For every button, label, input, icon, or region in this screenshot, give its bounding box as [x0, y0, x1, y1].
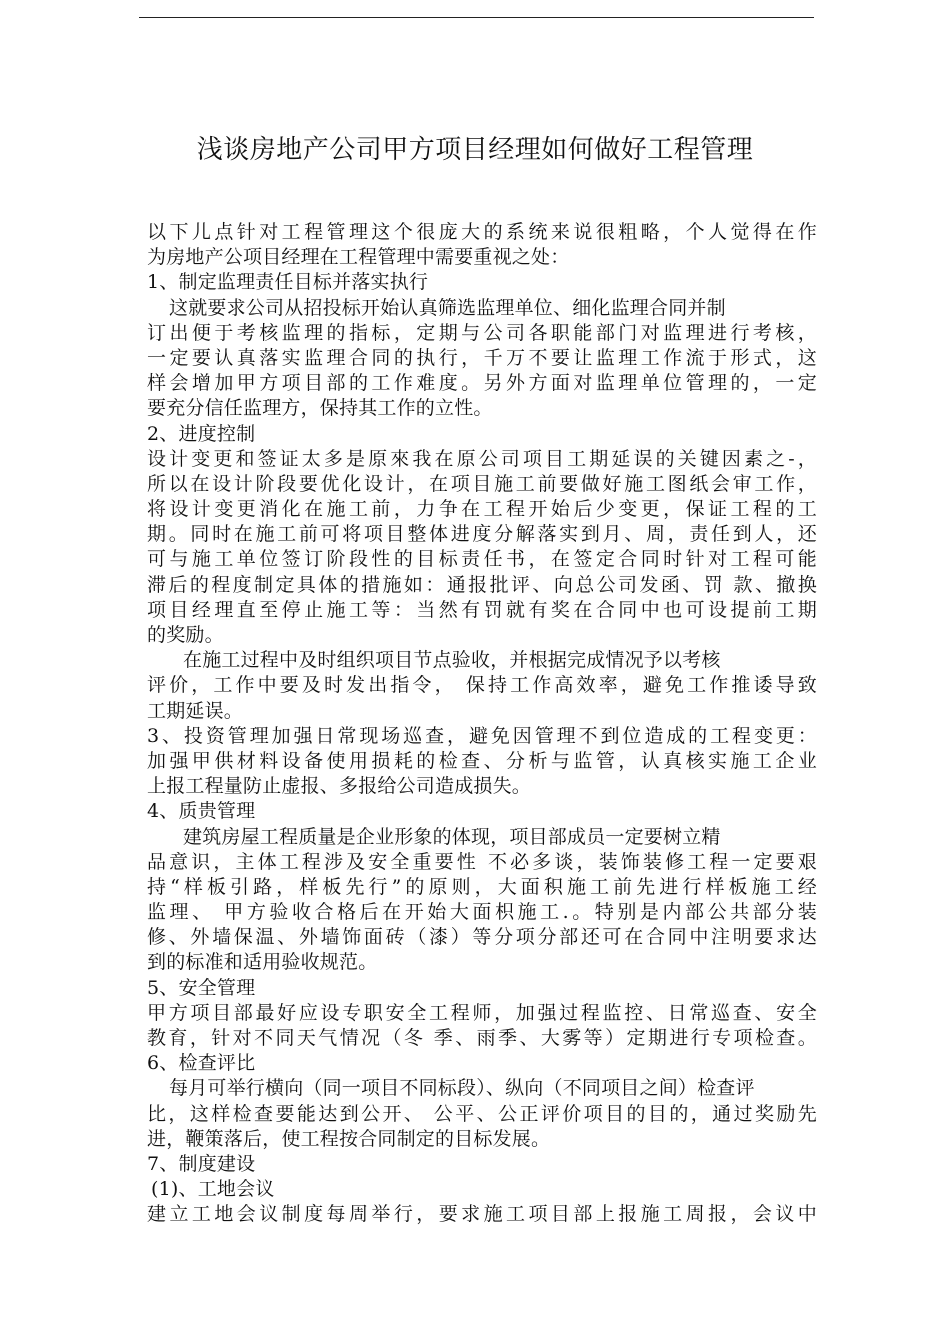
body-line: 比，这样检查要能达到公开、 公平、公正评价项目的目的，通过奖励先: [147, 1102, 817, 1125]
body-line: 进，鞭策落后，使工程按合同制定的目标发展。: [147, 1127, 551, 1150]
body-line: 甲方项目部最好应设专职安全工程师，加强过程监控、日常巡查、安全: [147, 1001, 817, 1024]
body-line: 加强甲供材料设备使用损耗的检查、分析与监管，认真核实施工企业: [147, 749, 817, 772]
document-body: [147, 220, 817, 1228]
body-line: 持“样板引路，样板先行”的原则，大面积施工前先进行样板施工经: [147, 875, 817, 898]
body-line: 所以在设计阶段要优化设计，在项目施工前要做好施工图纸会审工作，: [147, 472, 817, 495]
body-line: 1、制定监理责任目标并落实执行: [147, 271, 429, 294]
body-line: 要充分信任监理方，保持其工作的立性。: [147, 397, 493, 420]
body-line: 上报工程量防止虚报、多报给公司造成损失。: [147, 775, 532, 798]
body-line: 评价，工作中要及时发出指令， 保持工作高效率，避免工作推诿导致: [147, 674, 817, 697]
body-line: (1)、工地会议: [151, 1178, 275, 1201]
body-line: 到的标准和适用验收规范。: [147, 951, 378, 974]
body-line: 4、质贵管理: [147, 800, 256, 823]
body-line: 为房地产公项目经理在工程管理中需要重视之处：: [147, 246, 570, 269]
body-line: 6、检查评比: [147, 1052, 256, 1075]
body-line: 设计变更和签证太多是原來我在原公司项目工期延误的关键因素之-，: [147, 447, 817, 470]
body-line: 这就要求公司从招投标开始认真筛选监理单位、细化监理合同并制: [169, 296, 726, 319]
body-line: 每月可举行横向（同一项目不同标段）、纵向（不同项目之间）检查评: [169, 1077, 755, 1100]
body-line: 品意识，主体工程涉及安全重要性 不必多谈，装饰装修工程一定要艰: [147, 850, 817, 873]
body-line: 订出便于考核监理的指标，定期与公司各职能部门对监理进行考核，: [147, 321, 817, 344]
body-line: 将设计变更消化在施工前，力争在工程开始后少变更，保证工程的工: [147, 498, 817, 521]
body-line: 项目经理直至停止施工等：当然有罚就有奖在合同中也可设提前工期: [147, 598, 817, 621]
body-line: 一定要认真落实监理合同的执行，千万不要让监理工作流于形式，这: [147, 346, 817, 369]
body-line: 7、制度建设: [147, 1152, 256, 1175]
body-line: 教育，针对不同天气情况（冬 季、雨季、大雾等）定期进行专项检查。: [147, 1027, 817, 1049]
body-line: 5、安全管理: [147, 976, 256, 999]
body-line: 样会增加甲方项目部的工作难度。另外方面对监理单位管理的，一定: [147, 372, 817, 395]
body-line: 以下儿点针对工程管理这个很庞大的系统来说很粗略，个人觉得在作: [147, 221, 817, 243]
body-line: 建立工地会议制度每周举行，要求施工项目部上报施工周报，会议中: [147, 1203, 817, 1226]
document-title: 浅谈房地产公司甲方项目经理如何做好工程管理: [196, 135, 754, 165]
body-line: 的奖励。: [147, 624, 224, 646]
body-line: 工期延误。: [147, 699, 244, 722]
body-line: 监理、 甲方验收合格后在开始大面枳施工.。特别是内部公共部分装: [147, 901, 817, 924]
body-line: 期。同时在施工前可将项目整体进度分解落实到月、周，责任到人，还: [147, 523, 817, 546]
body-line: 修、外墙保温、外墙饰面砖（漆）等分项分部还可在合同中注明要求达: [147, 926, 817, 949]
header-rule: [139, 17, 814, 18]
body-line: 在施工过程中及时组织项目节点验收，并根据完成情况予以考核: [183, 649, 721, 672]
body-line: 滞后的程度制定具体的措施如：通报批评、向总公司发函、罚 款、撤换: [147, 573, 817, 596]
body-line: 2、进度控制: [147, 422, 256, 445]
body-line: 3、投资管理加强日常现场巡查，避免因管理不到位造成的工程变更：: [147, 724, 817, 747]
body-line: 可与施工单位签订阶段性的目标责任书，在签定合同时针对工程可能: [147, 548, 817, 571]
body-line: 建筑房屋工程质量是企业形象的体现，项目部成员一定要树立精: [183, 825, 721, 848]
